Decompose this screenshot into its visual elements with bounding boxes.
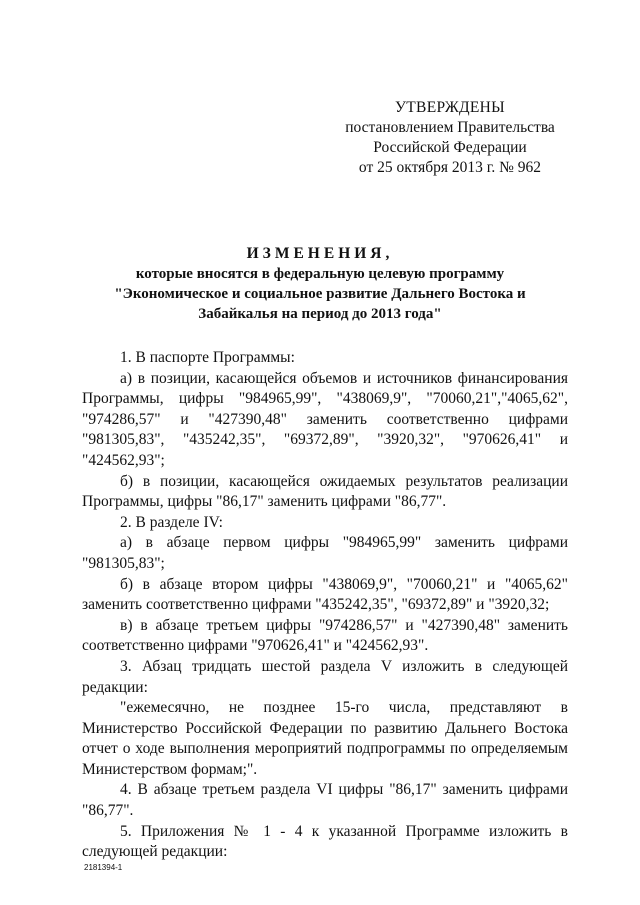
heading-main: ИЗМЕНЕНИЯ, (246, 245, 394, 262)
heading-line-1: которые вносятся в федеральную целевую программу (135, 266, 505, 282)
paragraph-1b: б) в позиции, касающейся ожидаемых результатов реализации Программы, цифры "86,17" заменить цифрами "86,77". (82, 472, 568, 511)
document-heading (80, 244, 560, 324)
approved-line-3: от 25 октября 2013 г. № 962 (358, 159, 542, 176)
paragraph-1a: а) в позиции, касающейся объемов и источников финансирования Программы, цифры "984965,99", "438069,9", "70060,21","4065,62", "974286,57" и "427390,48" заменить соответственно цифрами "981305,83", "435242,35", "69372,89", "3920,32", "970626,41" и "424562,93"; (82, 369, 568, 469)
approved-line-2: Российской Федерации (373, 139, 527, 156)
approved-line-1: постановлением Правительства (345, 119, 555, 136)
paragraph-4: 4. В абзаце третьем раздела VI цифры "86,17" заменить цифрами "86,77". (82, 781, 568, 820)
document-code: 2181394-1 (84, 863, 123, 872)
paragraph-2c: в) в абзаце третьем цифры "974286,57" и "427390,48" заменить соответственно цифрами "970626,41" и "424562,93". (82, 616, 568, 655)
paragraph-3: 3. Абзац тридцать шестой раздела V изложить в следующей редакции: (82, 657, 568, 696)
paragraph-2a: а) в абзаце первом цифры "984965,99" заменить цифрами "981305,83"; (82, 534, 568, 572)
paragraph-2: 2. В разделе IV: (120, 513, 223, 531)
document-body (82, 348, 568, 863)
approved-title: УТВЕРЖДЕНЫ (395, 99, 505, 116)
paragraph-5: 5. Приложения № 1 - 4 к указанной Программе изложить в следующей редакции: (82, 822, 568, 861)
paragraph-3-quote: "ежемесячно, не позднее 15-го числа, представляют в Министерство Российской Федерации по развитию Дальнего Востока отчет о ходе выполнения мероприятий подпрограммы по определяемым Министерством формам;". (82, 699, 568, 778)
heading-line-3: Забайкалья на период до 2013 года" (198, 306, 442, 322)
paragraph-1: 1. В паспорте Программы: (120, 349, 295, 366)
approval-stamp-block (340, 98, 560, 178)
heading-line-2: "Экономическое и социальное развитие Дальнего Востока и (114, 286, 526, 302)
paragraph-2b: б) в абзаце втором цифры "438069,9", "70060,21" и "4065,62" заменить соответственно цифрами "435242,35", "69372,89" и "3920,32; (82, 575, 568, 614)
